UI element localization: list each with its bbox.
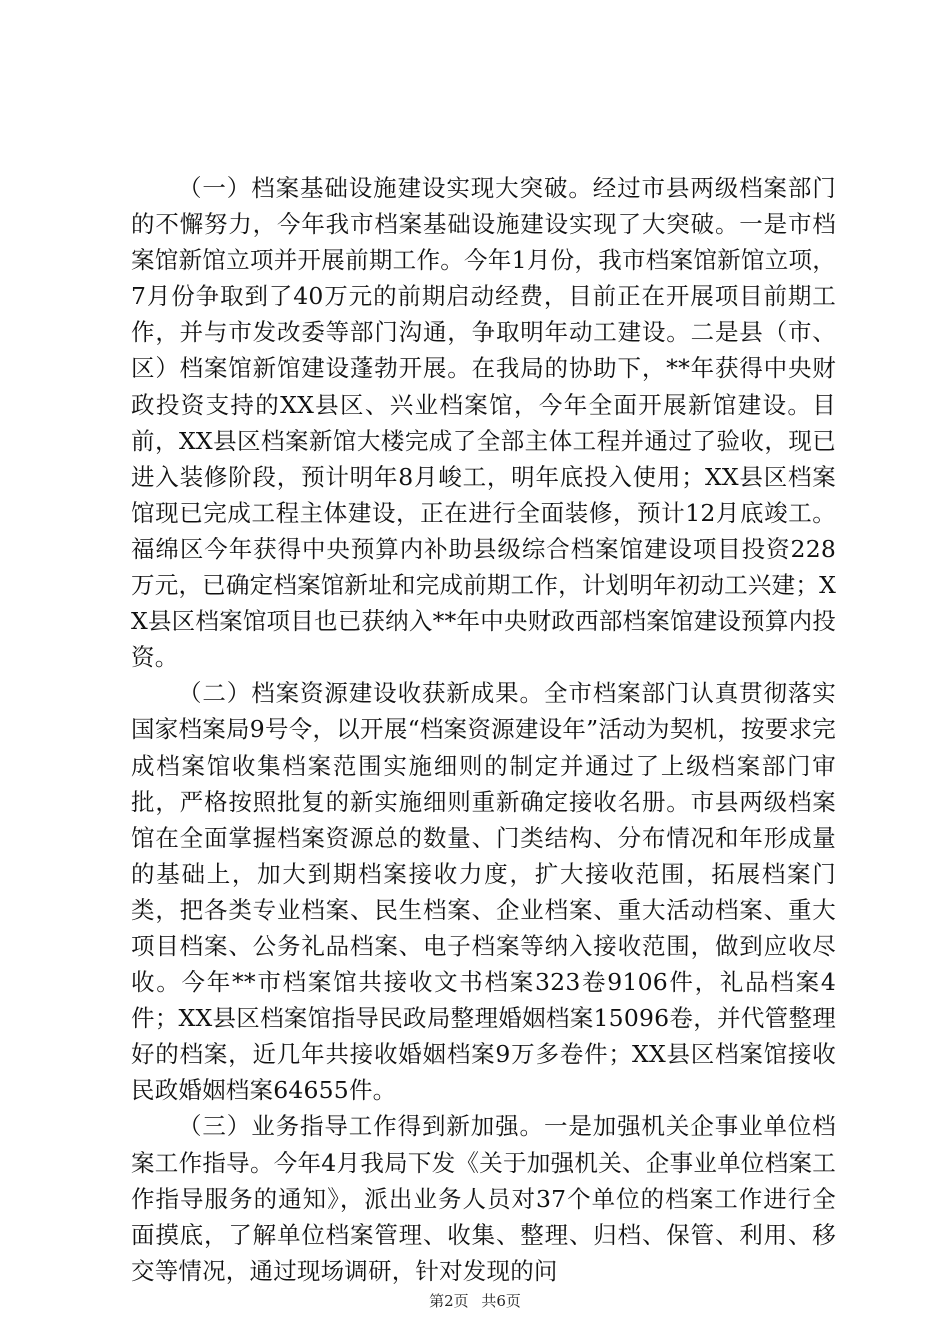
paragraph-infrastructure: （一）档案基础设施建设实现大突破。经过市县两级档案部门的不懈努力，今年我市档案基础设施建设实现了大突破。一是市档案馆新馆立项并开展前期工作。今年1月份，我市档案馆新馆立项，7月份争取到了40万元的前期启动经费，目前正在开展项目前期工作，并与市发改委等部门沟通，争取明年动工建设。二是县（市、区）档案馆新馆建设蓬勃开展。在我局的协助下，**年获得中央财政投资支持的XX县区、兴业档案馆，今年全面开展新馆建设。目前，XX县区档案新馆大楼完成了全部主体工程并通过了验收，现已进入装修阶段，预计明年8月峻工，明年底投入使用；XX县区档案馆现已完成工程主体建设，正在进行全面装修，预计12月底竣工。福绵区今年获得中央预算内补助县级综合档案馆建设项目投资228万元，已确定档案馆新址和完成前期工作，计划明年初动工兴建；XX县区档案馆项目也已获纳入**年中央财政西部档案馆建设预算内投资。: [131, 174, 836, 672]
paragraph-resources: （二）档案资源建设收获新成果。全市档案部门认真贯彻落实国家档案局9号令，以开展“档案资源建设年”活动为契机，按要求完成档案馆收集档案范围实施细则的制定并通过了上级档案部门审批，严格按照批复的新实施细则重新确定接收名册。市县两级档案馆在全面掌握档案资源总的数量、门类结构、分布情况和年形成量的基础上，加大到期档案接收力度，扩大接收范围，拓展档案门类，把各类专业档案、民生档案、企业档案、重大活动档案、重大项目档案、公务礼品档案、电子档案等纳入接收范围，做到应收尽收。今年**市档案馆共接收文书档案323卷9106件，礼品档案4件；XX县区档案馆指导民政局整理婚姻档案15096卷，并代管整理好的档案，近几年共接收婚姻档案9万多卷件；XX县区档案馆接收民政婚姻档案64655件。: [131, 679, 836, 1105]
page-total: 共6页: [481, 1292, 521, 1310]
paragraph-guidance: （三）业务指导工作得到新加强。一是加强机关企事业单位档案工作指导。今年4月我局下发《关于加强机关、企事业单位档案工作指导服务的通知》，派出业务人员对37个单位的档案工作进行全面摸底，了解单位档案管理、收集、整理、归档、保管、利用、移交等情况，通过现场调研，针对发现的问: [131, 1112, 836, 1285]
page-footer: [0, 1290, 950, 1311]
document-body: [131, 170, 836, 1289]
page-number: 第2页: [429, 1292, 469, 1310]
